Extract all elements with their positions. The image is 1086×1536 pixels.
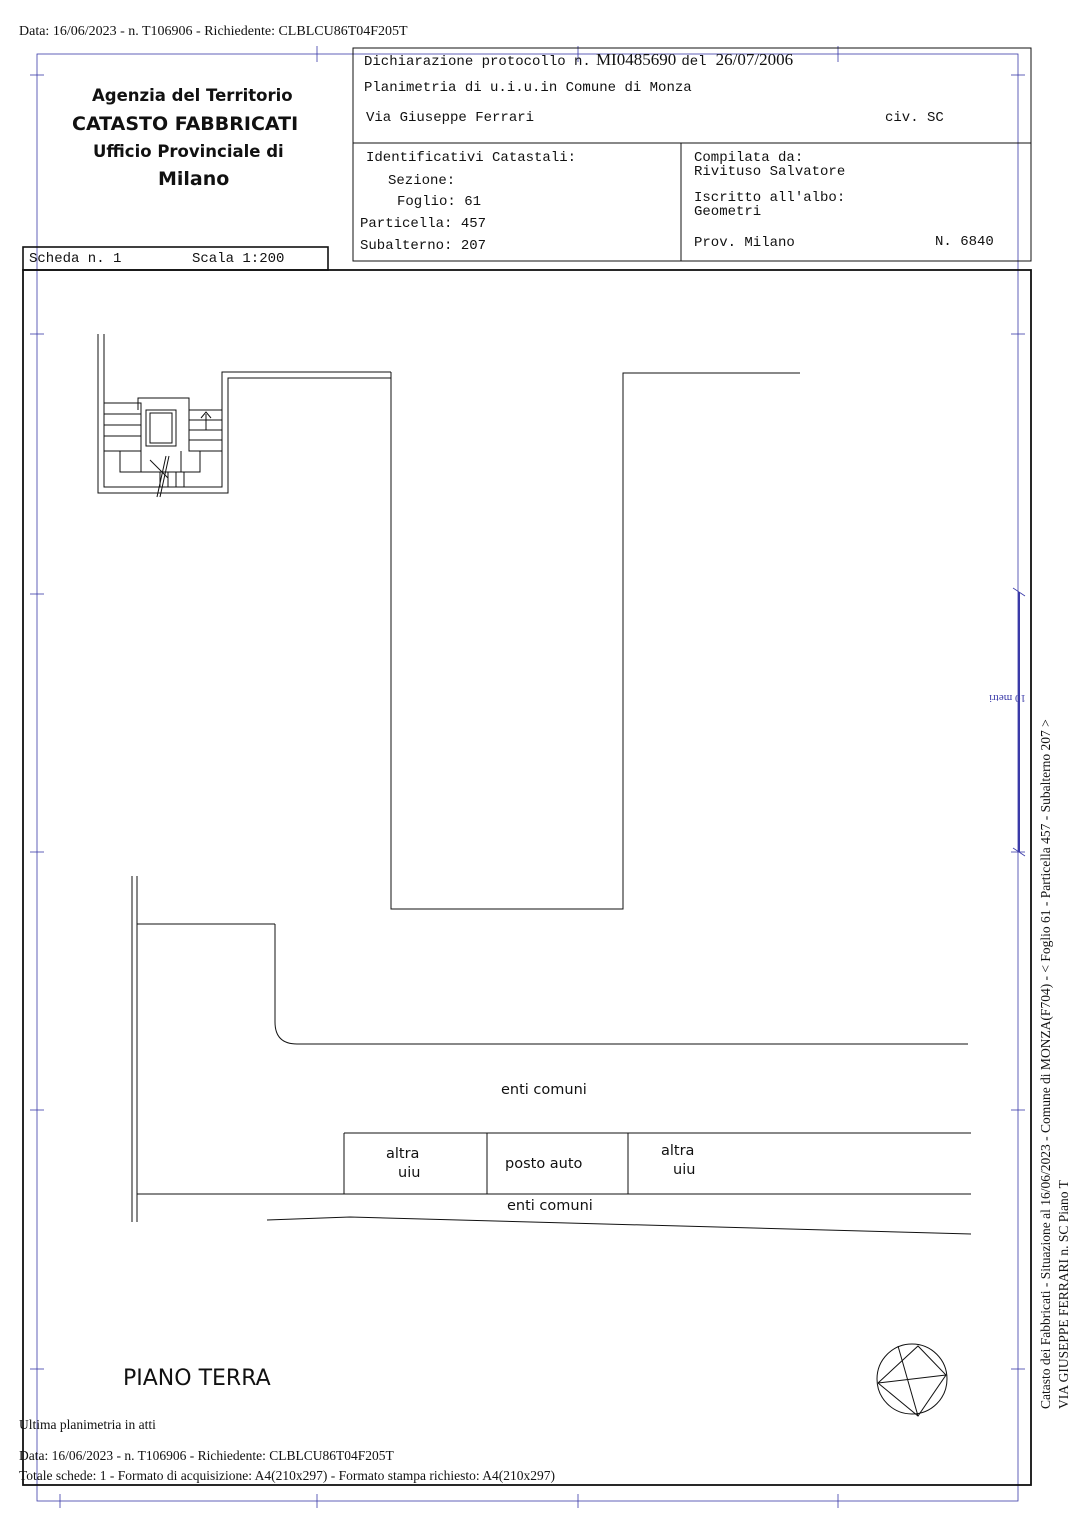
identifier-sezione: Sezione: [388, 173, 456, 189]
office-city: Milano [158, 168, 230, 190]
label-altra-left: altra [386, 1146, 420, 1162]
address-line: Via Giuseppe Ferrari [366, 110, 535, 126]
declaration-label: Dichiarazione protocollo n. [364, 54, 591, 70]
identifier-particella: Particella: 457 [360, 216, 487, 232]
civic-number: civ. SC [885, 110, 944, 126]
label-posto-auto: posto auto [505, 1156, 583, 1172]
scale-ratio: Scala 1:200 [192, 251, 285, 267]
header-request-line: Data: 16/06/2023 - n. T106906 - Richiedente: CLBLCU86T04F205T [19, 24, 408, 39]
province: Prov. Milano [694, 235, 795, 251]
planimetria-line: Planimetria di u.i.u.in Comune di Monza [364, 80, 692, 96]
identifier-foglio: Foglio: 61 [397, 194, 482, 210]
declaration-del: del [681, 54, 707, 70]
label-enti-comuni-top: enti comuni [501, 1082, 587, 1098]
north-arrow-icon [877, 1344, 947, 1416]
office-label: Ufficio Provinciale di [93, 142, 284, 161]
agency-name: Agenzia del Territorio [92, 86, 293, 105]
declaration-date: 26/07/2006 [715, 50, 794, 69]
declaration-line [364, 50, 793, 70]
last-plan-note: Ultima planimetria in atti [19, 1417, 156, 1432]
albo-label: Iscritto all'albo: [694, 190, 846, 206]
floor-title: PIANO TERRA [123, 1366, 271, 1391]
guide-frame [30, 46, 1025, 1508]
label-altra-right: altra [661, 1143, 695, 1159]
scheda-number: Scheda n. 1 [29, 251, 122, 267]
side-situation-text: Catasto dei Fabbricati - Situazione al 16/06/2023 - Comune di MONZA(F704) - < Foglio 61 - Particella 457 - Subalterno 207 > [1038, 719, 1053, 1409]
identifier-subalterno: Subalterno: 207 [360, 238, 487, 254]
footer-request-line: Data: 16/06/2023 - n. T106906 - Richiedente: CLBLCU86T04F205T [19, 1448, 394, 1463]
scale-bar-label: 10 metri [989, 692, 1026, 704]
label-uiu-right: uiu [673, 1162, 696, 1178]
compiler-label: Compilata da: [694, 150, 804, 166]
stair-core [98, 334, 391, 497]
footer-format-line: Totale schede: 1 - Formato di acquisizione: A4(210x297) - Formato stampa richiesto: A4(210x297) [19, 1468, 555, 1483]
compiler-name: Rivituso Salvatore [694, 164, 846, 180]
declaration-number: MI0485690 [595, 50, 677, 69]
drawing-frame [23, 270, 1031, 1485]
catasto-title: CATASTO FABBRICATI [72, 113, 299, 135]
scale-bar [1013, 588, 1025, 856]
label-enti-comuni-bottom: enti comuni [507, 1198, 593, 1214]
identifiers-title: Identificativi Catastali: [366, 150, 577, 166]
side-address-text: VIA GIUSEPPE FERRARI n. SC Piano T [1056, 1180, 1071, 1409]
albo-value: Geometri [694, 204, 762, 220]
label-uiu-left: uiu [398, 1165, 421, 1181]
floor-plan [98, 334, 971, 1234]
registration-number: N. 6840 [935, 234, 994, 250]
